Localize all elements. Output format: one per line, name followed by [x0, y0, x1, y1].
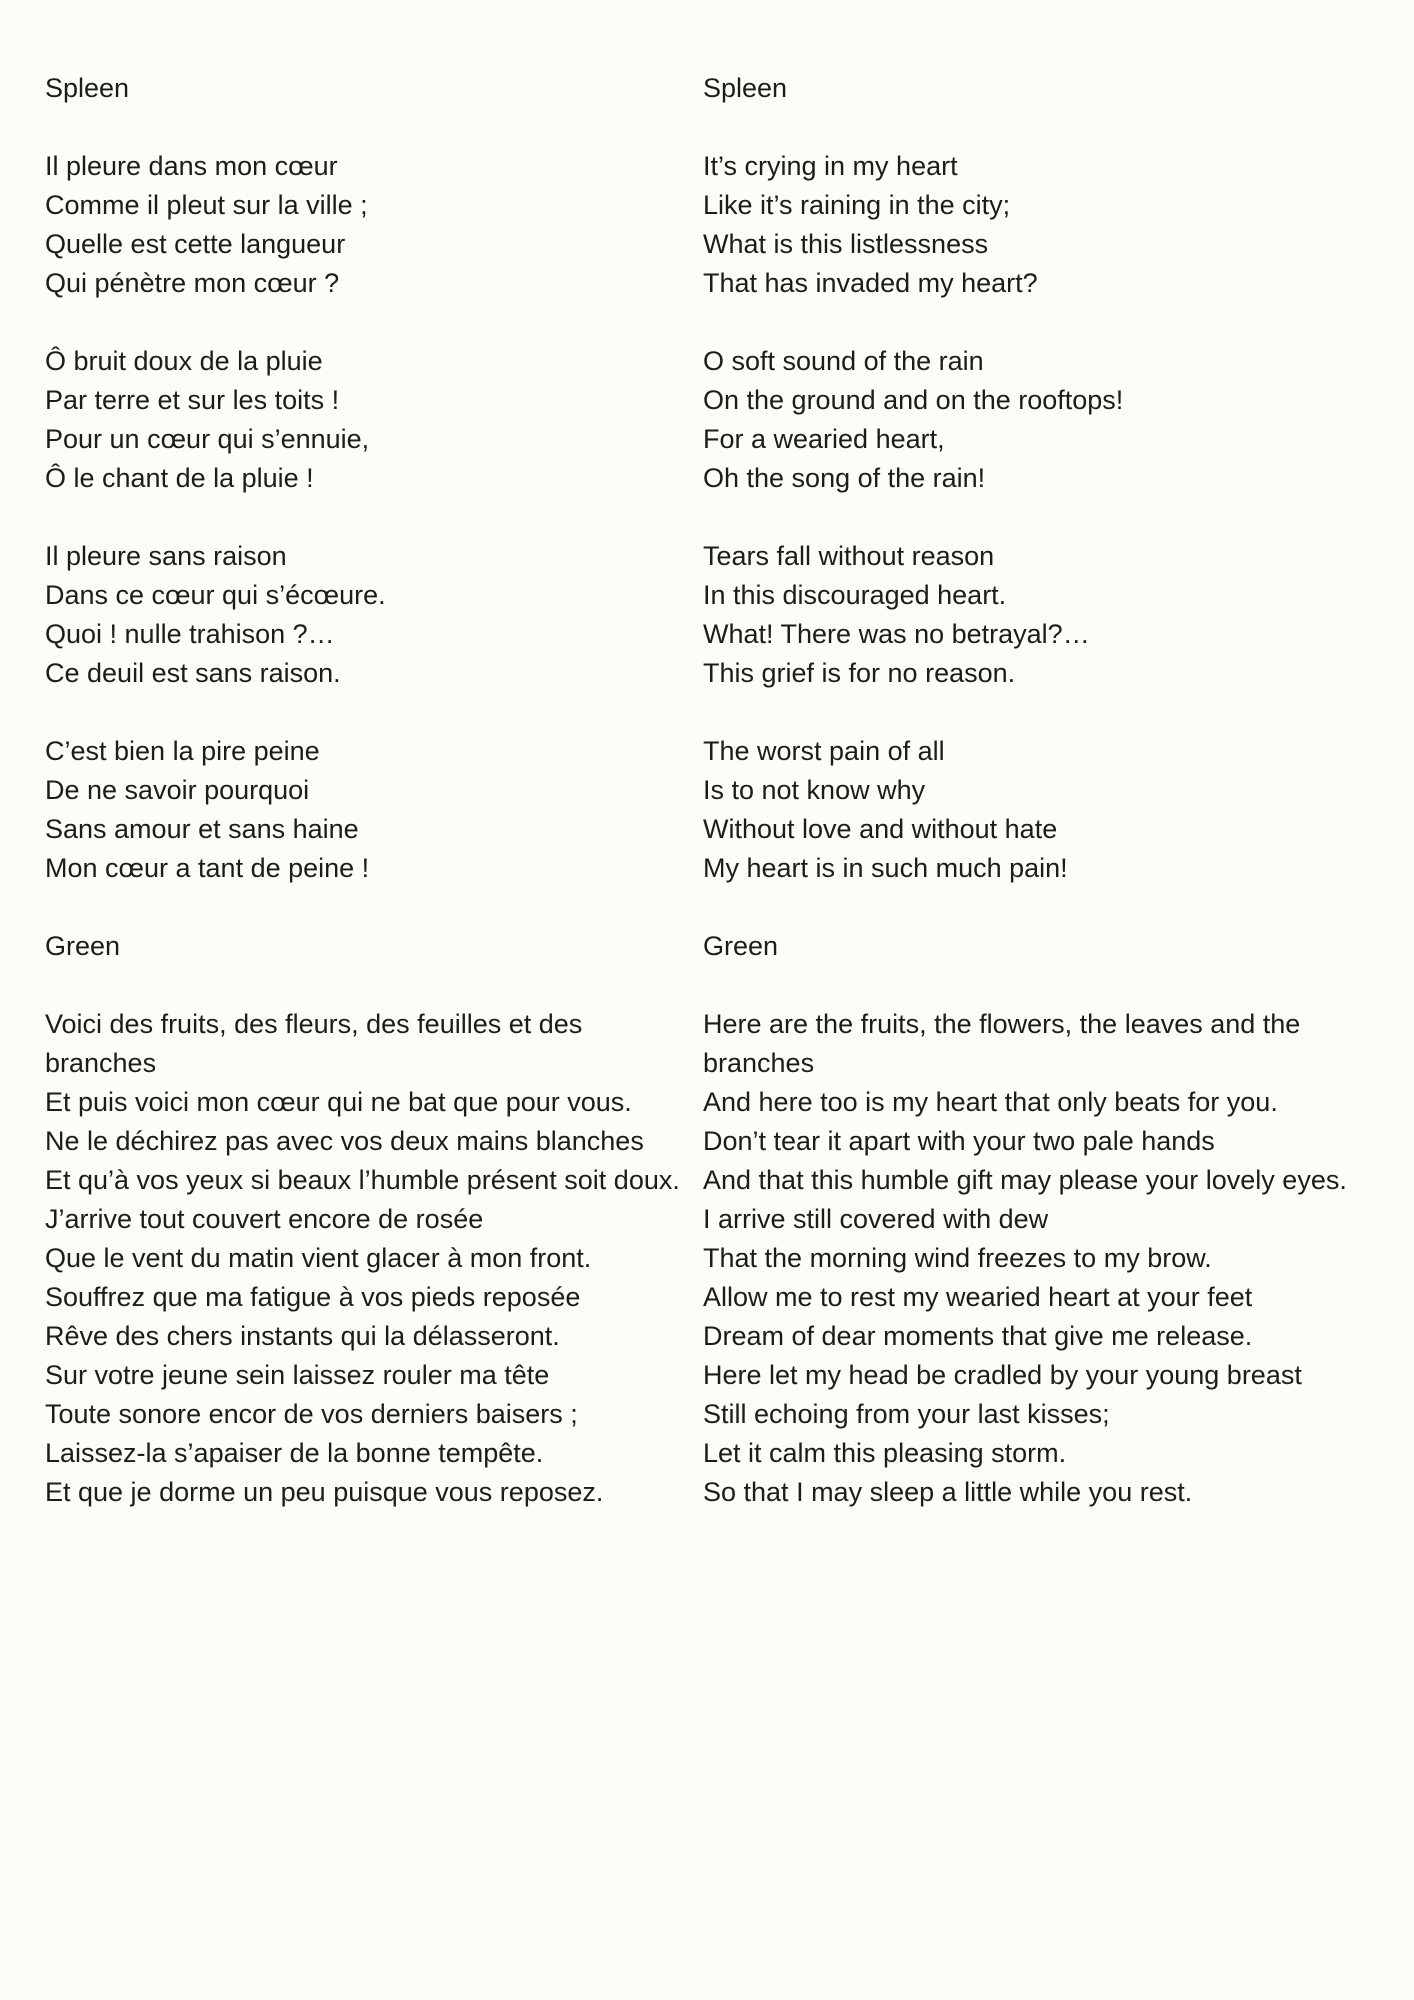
- poem-line: Par terre et sur les toits !: [45, 385, 340, 415]
- poem-line: Et que je dorme un peu puisque vous reposez.: [45, 1477, 604, 1507]
- poem-line: I arrive still covered with dew: [703, 1204, 1049, 1234]
- poem-title: Spleen: [703, 73, 788, 103]
- poem-line: Dans ce cœur qui s’écœure.: [45, 580, 386, 610]
- poem-line: This grief is for no reason.: [703, 658, 1016, 688]
- stanza: [703, 537, 1361, 693]
- poem-line: Souffrez que ma fatigue à vos pieds reposée: [45, 1282, 581, 1312]
- poem-line: What is this listlessness: [703, 229, 989, 259]
- poem-line: Without love and without hate: [703, 814, 1058, 844]
- stanza: [45, 732, 703, 888]
- poem-line: O soft sound of the rain: [703, 346, 984, 376]
- poem-line: The worst pain of all: [703, 736, 945, 766]
- poem-green-fr: [45, 927, 703, 1512]
- poem-line: Rêve des chers instants qui la délasseront.: [45, 1321, 560, 1351]
- stanza: [703, 732, 1361, 888]
- english-column: [703, 69, 1361, 1512]
- poem-line: Mon cœur a tant de peine !: [45, 853, 370, 883]
- poem-line: Ô le chant de la pluie !: [45, 463, 314, 493]
- poem-line: Here are the fruits, the flowers, the leaves and the branches: [703, 1009, 1301, 1078]
- stanza: [45, 147, 703, 303]
- poem-title: Green: [45, 931, 121, 961]
- stanza: [703, 147, 1361, 303]
- poem-line: And that this humble gift may please your lovely eyes.: [703, 1165, 1347, 1195]
- poem-line: My heart is in such much pain!: [703, 853, 1068, 883]
- poem-line: Oh the song of the rain!: [703, 463, 986, 493]
- stanza: [45, 342, 703, 498]
- poem-line: Que le vent du matin vient glacer à mon front.: [45, 1243, 592, 1273]
- poem-line: Let it calm this pleasing storm.: [703, 1438, 1067, 1468]
- poem-line: That has invaded my heart?: [703, 268, 1038, 298]
- poem-line: Ô bruit doux de la pluie: [45, 346, 323, 376]
- poem-line: Comme il pleut sur la ville ;: [45, 190, 368, 220]
- poem-line: For a wearied heart,: [703, 424, 945, 454]
- poem-line: In this discouraged heart.: [703, 580, 1007, 610]
- poem-line: Laissez-la s’apaiser de la bonne tempête.: [45, 1438, 544, 1468]
- stanza: [703, 1005, 1361, 1512]
- document-page: [45, 69, 1375, 1512]
- stanza: [45, 1005, 703, 1512]
- poem-line: Il pleure sans raison: [45, 541, 287, 571]
- poem-line: On the ground and on the rooftops!: [703, 385, 1124, 415]
- poem-title: Spleen: [45, 73, 130, 103]
- poem-line: Et qu’à vos yeux si beaux l’humble présent soit doux.: [45, 1165, 680, 1195]
- poem-line: C’est bien la pire peine: [45, 736, 320, 766]
- poem-line: Toute sonore encor de vos derniers baisers ;: [45, 1399, 578, 1429]
- poem-line: Dream of dear moments that give me release.: [703, 1321, 1253, 1351]
- stanza: [703, 342, 1361, 498]
- poem-spleen-fr: [45, 69, 703, 888]
- poem-line: That the morning wind freezes to my brow.: [703, 1243, 1212, 1273]
- poem-line: Voici des fruits, des fleurs, des feuilles et des branches: [45, 1009, 583, 1078]
- poem-line: Don’t tear it apart with your two pale hands: [703, 1126, 1215, 1156]
- poem-line: Like it’s raining in the city;: [703, 190, 1011, 220]
- poem-line: Quoi ! nulle trahison ?…: [45, 619, 335, 649]
- poem-line: What! There was no betrayal?…: [703, 619, 1090, 649]
- poem-spleen-en: [703, 69, 1361, 888]
- poem-line: Still echoing from your last kisses;: [703, 1399, 1110, 1429]
- poem-green-en: [703, 927, 1361, 1512]
- poem-line: De ne savoir pourquoi: [45, 775, 310, 805]
- poem-line: Quelle est cette langueur: [45, 229, 346, 259]
- poem-line: Pour un cœur qui s’ennuie,: [45, 424, 370, 454]
- poem-line: Allow me to rest my wearied heart at your feet: [703, 1282, 1253, 1312]
- poem-line: Et puis voici mon cœur qui ne bat que pour vous.: [45, 1087, 632, 1117]
- poem-line: Qui pénètre mon cœur ?: [45, 268, 340, 298]
- poem-line: J’arrive tout couvert encore de rosée: [45, 1204, 484, 1234]
- stanza: [45, 537, 703, 693]
- poem-line: Tears fall without reason: [703, 541, 995, 571]
- poem-line: Ce deuil est sans raison.: [45, 658, 341, 688]
- french-column: [45, 69, 703, 1512]
- poem-line: And here too is my heart that only beats for you.: [703, 1087, 1278, 1117]
- poem-line: Ne le déchirez pas avec vos deux mains blanches: [45, 1126, 644, 1156]
- poem-line: So that I may sleep a little while you rest.: [703, 1477, 1193, 1507]
- poem-line: It’s crying in my heart: [703, 151, 958, 181]
- poem-line: Sur votre jeune sein laissez rouler ma tête: [45, 1360, 550, 1390]
- poem-line: Here let my head be cradled by your young breast: [703, 1360, 1302, 1390]
- poem-title: Green: [703, 931, 779, 961]
- poem-line: Il pleure dans mon cœur: [45, 151, 338, 181]
- poem-line: Sans amour et sans haine: [45, 814, 359, 844]
- poem-line: Is to not know why: [703, 775, 926, 805]
